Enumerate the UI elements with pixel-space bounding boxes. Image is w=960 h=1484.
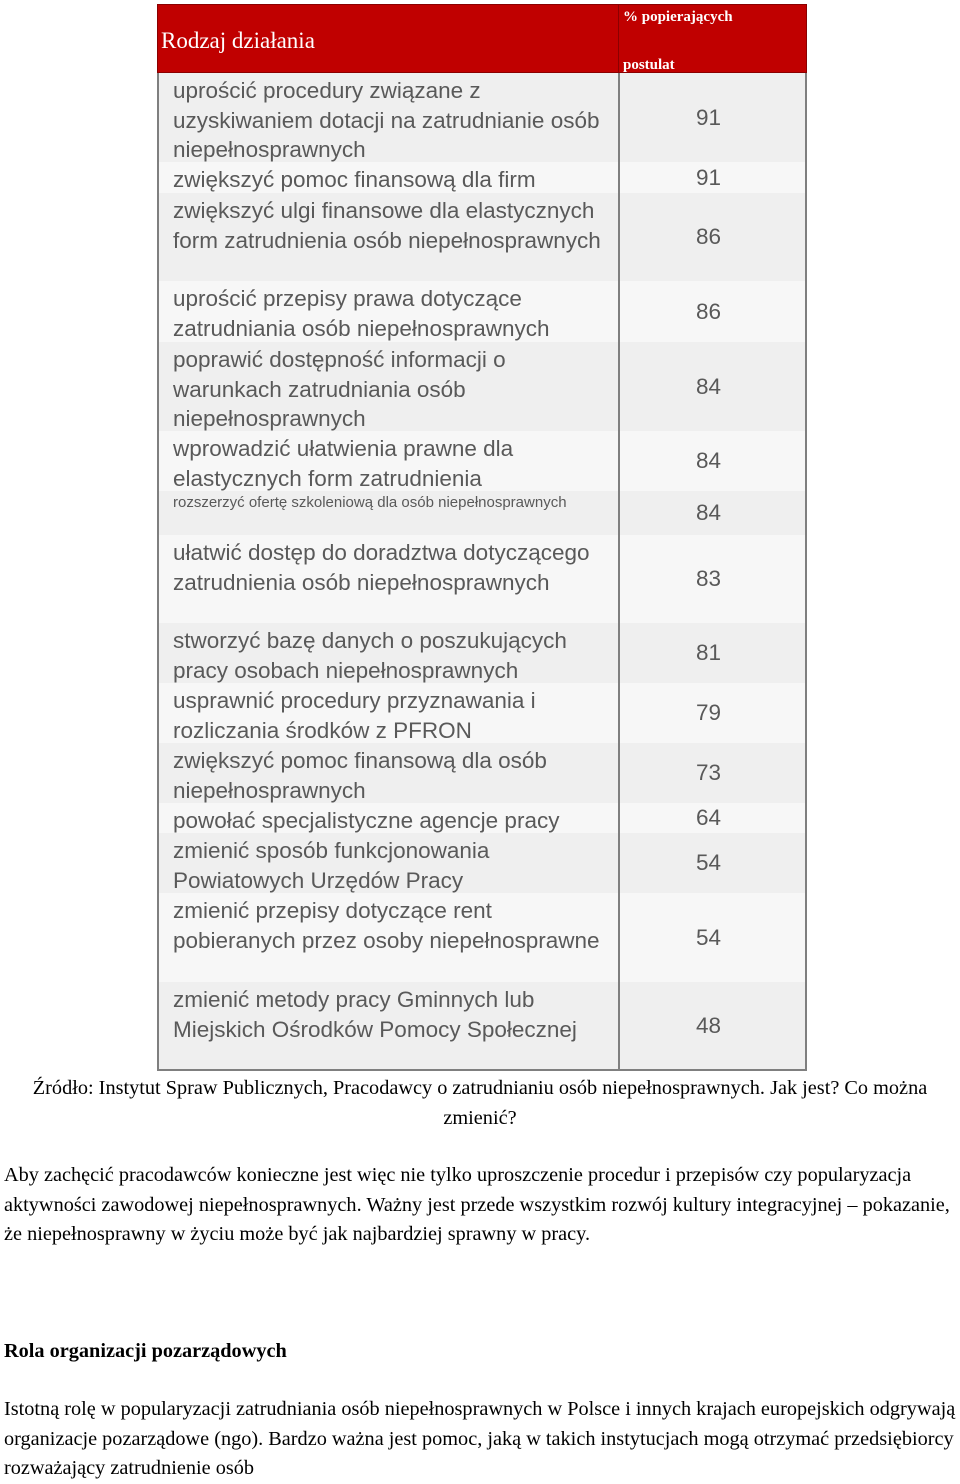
- table-row: [159, 73, 805, 162]
- table-row: [159, 162, 805, 193]
- table-row: [159, 623, 805, 683]
- row-action: zmienić przepisy dotyczące rent pobieranych przez osoby niepełnosprawne: [173, 898, 600, 953]
- row-action: powołać specjalistyczne agencje pracy: [173, 808, 560, 833]
- paragraph-integration: Aby zachęcić pracodawców konieczne jest więc nie tylko uproszczenie procedur i przepisów czy popularyzacja aktywności zawodowej niepełnosprawnych. Ważny jest przede wszystkim rozwój kultury integracyjnej – pokazanie, że niepełnosprawny w życiu może być jak najbardziej sprawny w pracy.: [4, 1164, 950, 1245]
- table-source-caption: Źródło: Instytut Spraw Publicznych, Pracodawcy o zatrudnianiu osób niepełnosprawnych. Jak jest? Co można zmienić?: [32, 1077, 928, 1129]
- row-value: 48: [696, 1012, 722, 1038]
- header-support-label: % popierających: [623, 9, 733, 25]
- row-action: stworzyć bazę danych o poszukujących pracy osobach niepełnosprawnych: [173, 628, 567, 683]
- row-value: 86: [696, 298, 722, 324]
- table-row: [159, 803, 805, 833]
- row-value: 91: [696, 104, 722, 130]
- row-value: 83: [696, 566, 722, 591]
- table-body: [157, 73, 807, 1071]
- row-value: 64: [696, 805, 722, 830]
- header-action-label: Rodzaj działania: [161, 28, 315, 53]
- row-action: zwiększyć ulgi finansowe dla elastycznych form zatrudnienia osób niepełnosprawnych: [173, 198, 601, 253]
- row-value: 84: [696, 448, 722, 473]
- row-value: 54: [696, 924, 722, 950]
- row-action: poprawić dostępność informacji o warunkach zatrudniania osób niepełnosprawnych: [173, 347, 506, 431]
- table-row: [159, 982, 805, 1069]
- table-header: [157, 4, 807, 73]
- table-row: [159, 281, 805, 342]
- row-action: usprawnić procedury przyznawania i rozliczania środków z PFRON: [173, 688, 536, 743]
- row-value: 73: [696, 760, 722, 785]
- row-value: 86: [696, 224, 722, 249]
- row-value: 84: [696, 500, 722, 525]
- row-action: zwiększyć pomoc finansową dla firm: [173, 167, 536, 192]
- table-row: [159, 535, 805, 623]
- row-value: 81: [696, 640, 722, 665]
- section-heading: Rola organizacji pozarządowych: [4, 1340, 287, 1362]
- header-value-cell: [619, 4, 807, 73]
- table-row: [159, 193, 805, 281]
- table-row: [159, 833, 805, 893]
- table-row: [159, 683, 805, 743]
- row-action: rozszerzyć ofertę szkoleniową dla osób niepełnosprawnych: [173, 494, 567, 511]
- row-value: 84: [696, 373, 722, 399]
- table-row: [159, 491, 805, 535]
- row-value: 79: [696, 700, 722, 725]
- row-value: 54: [696, 850, 722, 875]
- header-action-cell: [157, 4, 619, 73]
- header-postulate-label: postulat: [623, 57, 675, 73]
- table-row: [159, 342, 805, 431]
- paragraph-ngo: Istotną rolę w popularyzacji zatrudniania osób niepełnosprawnych w Polsce i innych krajach europejskich odgrywają organizacje pozarządowe (ngo). Bardzo ważna jest pomoc, jaką w takich instytucjach mogą otrzymać przedsiębiorcy rozważający zatrudnienie osób: [4, 1398, 956, 1479]
- row-action: ułatwić dostęp do doradztwa dotyczącego zatrudnienia osób niepełnosprawnych: [173, 540, 590, 595]
- row-action: zwiększyć pomoc finansową dla osób niepełnosprawnych: [173, 748, 547, 803]
- row-action: uprościć przepisy prawa dotyczące zatrudniania osób niepełnosprawnych: [173, 286, 550, 341]
- table-row: [159, 893, 805, 982]
- row-value: 91: [696, 164, 722, 190]
- row-action: uprościć procedury związane z uzyskiwaniem dotacji na zatrudnianie osób niepełnosprawnych: [173, 78, 600, 162]
- row-action: zmienić sposób funkcjonowania Powiatowych Urzędów Pracy: [173, 838, 490, 893]
- row-action: zmienić metody pracy Gminnych lub Miejskich Ośrodków Pomocy Społecznej: [173, 987, 577, 1042]
- row-action: wprowadzić ułatwienia prawne dla elastycznych form zatrudnienia: [173, 436, 514, 491]
- survey-table: [157, 4, 807, 1071]
- table-row: [159, 431, 805, 491]
- table-row: [159, 743, 805, 803]
